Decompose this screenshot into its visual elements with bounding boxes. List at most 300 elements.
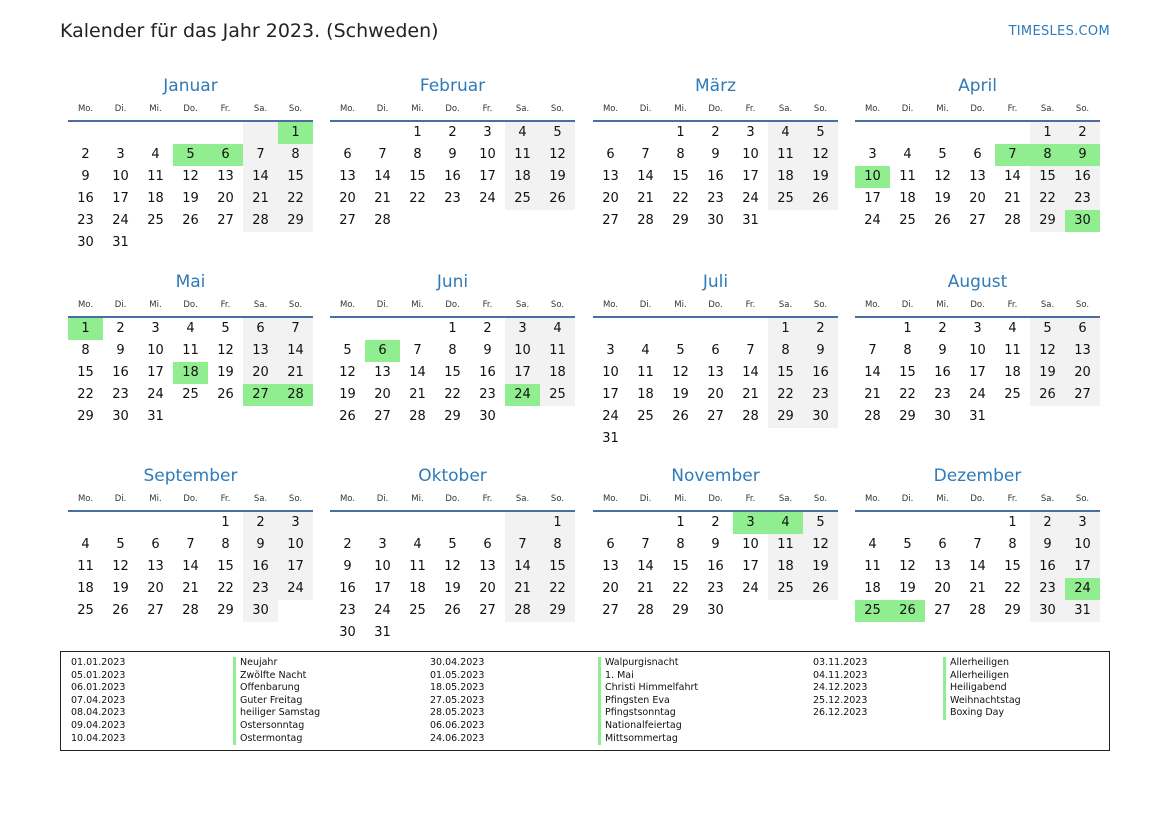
day-cell: 3 (746, 125, 755, 140)
day-cell: 19 (803, 166, 838, 188)
empty-cell (138, 122, 173, 144)
day-cell: 11 (182, 343, 199, 358)
day-cell: 23 (707, 191, 724, 206)
day-cell: 24 (742, 581, 759, 596)
day-cell: 1 (1030, 122, 1065, 144)
day-cell: 9 (938, 343, 947, 358)
day-cell: 19 (672, 387, 689, 402)
empty-cell (995, 122, 1030, 144)
holiday-day-cell: 24 (505, 384, 540, 406)
day-cell: 15 (217, 559, 234, 574)
weekday-label: Mo. (864, 494, 881, 504)
day-cell: 8 (221, 537, 230, 552)
day-cell: 3 (868, 147, 877, 162)
day-cell: 29 (77, 409, 94, 424)
empty-cell (173, 512, 208, 534)
day-cell: 18 (540, 362, 575, 384)
weekday-label: So. (1075, 494, 1090, 504)
weekday-label: Mi. (674, 300, 687, 310)
legend-holiday-name: Nationalfeiertag (598, 720, 698, 733)
month-name: Dezember (933, 466, 1022, 486)
weekday-header (593, 100, 838, 118)
day-cell: 25 (637, 409, 654, 424)
legend-holiday-name: Pfingsten Eva (598, 695, 698, 708)
legend-date: 06.01.2023 (71, 682, 126, 694)
day-cell: 9 (116, 343, 125, 358)
day-cell: 26 (803, 188, 838, 210)
day-cell: 7 (973, 537, 982, 552)
legend-date: 06.06.2023 (430, 719, 485, 731)
day-cell: 25 (1004, 387, 1021, 402)
empty-cell (593, 318, 628, 340)
day-cell: 26 (540, 188, 575, 210)
day-cell: 22 (1004, 581, 1021, 596)
weekday-label: Sa. (1040, 494, 1055, 504)
weekday-label: Fr. (1007, 104, 1018, 114)
legend-holiday-name: Allerheiligen (943, 670, 1021, 683)
day-cell: 31 (742, 213, 759, 228)
day-cell: 15 (540, 556, 575, 578)
day-cell: 28 (742, 409, 759, 424)
day-cell: 15 (409, 169, 426, 184)
day-cell: 2 (711, 125, 720, 140)
day-cell: 22 (899, 387, 916, 402)
day-cell: 11 (77, 559, 94, 574)
day-grid (330, 512, 575, 644)
weekday-label: Do. (708, 494, 723, 504)
day-cell: 2 (243, 512, 278, 534)
day-cell: 10 (147, 343, 164, 358)
day-cell: 5 (803, 512, 838, 534)
day-cell: 15 (768, 362, 803, 384)
weekday-label: Sa. (515, 494, 530, 504)
day-cell: 3 (378, 537, 387, 552)
month-name: Mai (175, 272, 206, 292)
month-name: Januar (163, 76, 218, 96)
weekday-header (330, 100, 575, 118)
empty-cell (698, 318, 733, 340)
weekday-label: Mi. (411, 494, 424, 504)
weekday-label: So. (550, 494, 565, 504)
day-cell: 7 (641, 537, 650, 552)
weekday-label: Mi. (936, 300, 949, 310)
day-cell: 14 (969, 559, 986, 574)
day-cell: 16 (803, 362, 838, 384)
day-cell: 6 (1065, 318, 1100, 340)
day-cell: 29 (444, 409, 461, 424)
weekday-label: Fr. (1007, 494, 1018, 504)
legend-date: 01.01.2023 (71, 657, 126, 668)
day-cell: 19 (934, 191, 951, 206)
weekday-label: So. (1075, 104, 1090, 114)
day-grid (68, 318, 313, 428)
day-cell: 26 (1030, 384, 1065, 406)
weekday-label: Do. (445, 104, 460, 114)
day-cell: 15 (672, 559, 689, 574)
day-cell: 15 (1030, 166, 1065, 188)
day-cell: 13 (479, 559, 496, 574)
day-cell: 17 (742, 559, 759, 574)
day-cell: 27 (934, 603, 951, 618)
day-cell: 17 (278, 556, 313, 578)
day-cell: 19 (1030, 362, 1065, 384)
month-name: April (958, 76, 997, 96)
day-cell: 12 (112, 559, 129, 574)
weekday-label: Di. (901, 104, 914, 114)
day-cell: 22 (278, 188, 313, 210)
day-cell: 19 (444, 581, 461, 596)
month-0 (68, 72, 313, 254)
weekday-label: Mo. (602, 494, 619, 504)
day-cell: 30 (1030, 600, 1065, 622)
day-cell: 21 (637, 581, 654, 596)
empty-cell (243, 122, 278, 144)
month-name: September (143, 466, 238, 486)
weekday-label: Fr. (745, 494, 756, 504)
empty-cell (470, 512, 505, 534)
month-4 (68, 268, 313, 428)
day-cell: 10 (1065, 534, 1100, 556)
day-cell: 12 (934, 169, 951, 184)
legend-holiday-name: Allerheiligen (943, 657, 1021, 670)
day-cell: 12 (803, 534, 838, 556)
legend-date: 18.05.2023 (430, 682, 485, 694)
weekday-label: Di. (639, 104, 652, 114)
day-cell: 29 (768, 406, 803, 428)
empty-cell (593, 122, 628, 144)
day-cell: 10 (479, 147, 496, 162)
legend-date: 28.05.2023 (430, 707, 485, 719)
weekday-label: Mo. (864, 104, 881, 114)
empty-cell (365, 512, 400, 534)
day-cell: 29 (899, 409, 916, 424)
day-cell: 27 (479, 603, 496, 618)
day-cell: 31 (374, 625, 391, 640)
weekday-label: Mo. (864, 300, 881, 310)
holiday-day-cell: 3 (733, 512, 768, 534)
weekday-label: So. (288, 104, 303, 114)
day-cell: 21 (742, 387, 759, 402)
day-cell: 29 (278, 210, 313, 232)
legend-date: 08.04.2023 (71, 707, 126, 719)
weekday-label: So. (550, 104, 565, 114)
day-cell: 7 (278, 318, 313, 340)
day-cell: 9 (803, 340, 838, 362)
day-cell: 17 (147, 365, 164, 380)
holiday-day-cell: 28 (278, 384, 313, 406)
day-cell: 15 (77, 365, 94, 380)
day-cell: 6 (606, 147, 615, 162)
day-cell: 24 (374, 603, 391, 618)
weekday-label: Mi. (149, 494, 162, 504)
weekday-label: Do. (708, 300, 723, 310)
legend-holiday-name: Ostersonntag (233, 720, 320, 733)
day-cell: 19 (339, 387, 356, 402)
day-cell: 9 (711, 537, 720, 552)
month-name: März (695, 76, 736, 96)
day-cell: 28 (637, 603, 654, 618)
day-cell: 30 (479, 409, 496, 424)
day-cell: 9 (448, 147, 457, 162)
day-grid (330, 122, 575, 232)
day-cell: 25 (540, 384, 575, 406)
legend-holiday-name: Weihnachtstag (943, 695, 1021, 708)
day-cell: 23 (243, 578, 278, 600)
day-cell: 24 (742, 191, 759, 206)
empty-cell (628, 318, 663, 340)
empty-cell (330, 122, 365, 144)
day-grid (855, 512, 1100, 622)
day-cell: 29 (672, 213, 689, 228)
empty-cell (365, 318, 400, 340)
day-cell: 18 (864, 581, 881, 596)
weekday-label: Sa. (253, 494, 268, 504)
month-7 (855, 268, 1100, 428)
day-grid (68, 122, 313, 254)
day-grid (68, 512, 313, 622)
day-cell: 10 (742, 147, 759, 162)
weekday-label: Fr. (482, 104, 493, 114)
day-cell: 21 (637, 191, 654, 206)
day-cell: 17 (479, 169, 496, 184)
day-cell: 20 (602, 191, 619, 206)
day-cell: 21 (374, 191, 391, 206)
day-cell: 31 (602, 431, 619, 446)
day-cell: 2 (1065, 122, 1100, 144)
empty-cell (960, 122, 995, 144)
weekday-label: Di. (376, 300, 389, 310)
day-cell: 5 (221, 321, 230, 336)
holiday-day-cell: 6 (365, 340, 400, 362)
weekday-label: Mo. (339, 300, 356, 310)
weekday-label: Sa. (778, 104, 793, 114)
holiday-day-cell: 8 (1030, 144, 1065, 166)
day-cell: 25 (899, 213, 916, 228)
day-cell: 2 (116, 321, 125, 336)
day-cell: 8 (676, 537, 685, 552)
day-cell: 16 (707, 559, 724, 574)
day-cell: 9 (1030, 534, 1065, 556)
weekday-label: Do. (445, 494, 460, 504)
day-cell: 25 (768, 578, 803, 600)
day-cell: 16 (479, 365, 496, 380)
day-cell: 1 (768, 318, 803, 340)
day-cell: 11 (864, 559, 881, 574)
month-1 (330, 72, 575, 232)
day-cell: 2 (711, 515, 720, 530)
day-cell: 20 (217, 191, 234, 206)
day-cell: 14 (243, 166, 278, 188)
legend-holiday-name: Mittsommertag (598, 733, 698, 746)
empty-cell (365, 122, 400, 144)
day-cell: 21 (1004, 191, 1021, 206)
day-cell: 21 (864, 387, 881, 402)
month-6 (593, 268, 838, 450)
day-cell: 27 (374, 409, 391, 424)
day-cell: 5 (540, 122, 575, 144)
day-cell: 24 (278, 578, 313, 600)
day-cell: 28 (182, 603, 199, 618)
weekday-label: Di. (114, 104, 127, 114)
day-cell: 26 (112, 603, 129, 618)
weekday-label: Do. (708, 104, 723, 114)
empty-cell (593, 512, 628, 534)
day-cell: 6 (243, 318, 278, 340)
day-cell: 10 (602, 365, 619, 380)
day-cell: 17 (602, 387, 619, 402)
day-cell: 13 (707, 365, 724, 380)
weekday-label: Fr. (220, 300, 231, 310)
day-cell: 4 (1008, 321, 1017, 336)
day-cell: 13 (602, 559, 619, 574)
weekday-header (68, 490, 313, 508)
legend-date: 05.01.2023 (71, 669, 126, 681)
day-cell: 11 (637, 365, 654, 380)
empty-cell (68, 122, 103, 144)
day-cell: 15 (1004, 559, 1021, 574)
day-cell: 26 (672, 409, 689, 424)
weekday-label: Di. (639, 494, 652, 504)
day-cell: 19 (803, 556, 838, 578)
day-cell: 2 (448, 125, 457, 140)
empty-cell (855, 318, 890, 340)
day-cell: 12 (217, 343, 234, 358)
weekday-label: Fr. (482, 494, 493, 504)
day-cell: 20 (374, 387, 391, 402)
day-cell: 20 (147, 581, 164, 596)
day-cell: 30 (934, 409, 951, 424)
day-cell: 31 (147, 409, 164, 424)
day-cell: 1 (676, 125, 685, 140)
day-cell: 17 (969, 365, 986, 380)
day-cell: 21 (969, 581, 986, 596)
day-cell: 6 (606, 537, 615, 552)
month-2 (593, 72, 838, 232)
day-cell: 26 (339, 409, 356, 424)
day-cell: 12 (672, 365, 689, 380)
legend-date: 09.04.2023 (71, 719, 126, 731)
day-cell: 16 (243, 556, 278, 578)
day-cell: 25 (77, 603, 94, 618)
day-cell: 28 (864, 409, 881, 424)
month-8 (68, 462, 313, 622)
day-cell: 24 (969, 387, 986, 402)
brand-link[interactable]: TIMESLES.COM (1008, 24, 1110, 39)
day-cell: 7 (505, 534, 540, 556)
day-cell: 12 (803, 144, 838, 166)
day-cell: 14 (182, 559, 199, 574)
day-cell: 9 (81, 169, 90, 184)
day-cell: 5 (448, 537, 457, 552)
day-cell: 6 (938, 537, 947, 552)
day-cell: 25 (505, 188, 540, 210)
weekday-label: Sa. (778, 494, 793, 504)
day-cell: 3 (1065, 512, 1100, 534)
empty-cell (330, 512, 365, 534)
weekday-label: Do. (970, 104, 985, 114)
day-cell: 30 (339, 625, 356, 640)
day-cell: 21 (278, 362, 313, 384)
weekday-label: Di. (901, 494, 914, 504)
day-cell: 30 (112, 409, 129, 424)
day-cell: 23 (707, 581, 724, 596)
day-cell: 21 (243, 188, 278, 210)
day-cell: 19 (217, 365, 234, 380)
day-cell: 1 (221, 515, 230, 530)
legend-dates-col-1 (71, 657, 125, 745)
day-cell: 11 (540, 340, 575, 362)
weekday-label: So. (1075, 300, 1090, 310)
empty-cell (890, 122, 925, 144)
weekday-label: Sa. (1040, 300, 1055, 310)
legend-date: 07.04.2023 (71, 694, 126, 706)
weekday-label: Do. (970, 300, 985, 310)
day-cell: 30 (707, 603, 724, 618)
empty-cell (855, 122, 890, 144)
day-cell: 6 (151, 537, 160, 552)
day-cell: 20 (707, 387, 724, 402)
weekday-label: Do. (445, 300, 460, 310)
day-cell: 25 (768, 188, 803, 210)
day-cell: 20 (969, 191, 986, 206)
weekday-label: So. (550, 300, 565, 310)
holiday-day-cell: 1 (68, 318, 103, 340)
empty-cell (628, 122, 663, 144)
day-cell: 8 (903, 343, 912, 358)
day-cell: 16 (1065, 166, 1100, 188)
day-cell: 2 (343, 537, 352, 552)
day-cell: 1 (413, 125, 422, 140)
day-cell: 16 (444, 169, 461, 184)
day-cell: 26 (934, 213, 951, 228)
day-grid (855, 122, 1100, 232)
legend-holiday-name: 1. Mai (598, 670, 698, 683)
day-grid (593, 512, 838, 622)
weekday-label: Sa. (515, 104, 530, 114)
day-cell: 15 (444, 365, 461, 380)
holiday-day-cell: 6 (208, 144, 243, 166)
weekday-label: Fr. (745, 104, 756, 114)
day-cell: 22 (77, 387, 94, 402)
day-cell: 3 (116, 147, 125, 162)
day-cell: 20 (934, 581, 951, 596)
day-cell: 21 (505, 578, 540, 600)
day-cell: 19 (182, 191, 199, 206)
day-cell: 5 (1030, 318, 1065, 340)
day-cell: 24 (479, 191, 496, 206)
legend-date: 25.12.2023 (813, 694, 868, 706)
day-cell: 14 (278, 340, 313, 362)
day-cell: 2 (803, 318, 838, 340)
weekday-label: Do. (970, 494, 985, 504)
day-cell: 22 (672, 191, 689, 206)
day-cell: 19 (540, 166, 575, 188)
empty-cell (890, 512, 925, 534)
day-cell: 13 (969, 169, 986, 184)
empty-cell (733, 318, 768, 340)
day-cell: 29 (1030, 210, 1065, 232)
day-cell: 23 (112, 387, 129, 402)
day-cell: 25 (409, 603, 426, 618)
legend-date: 30.04.2023 (430, 657, 485, 668)
day-cell: 26 (217, 387, 234, 402)
day-cell: 7 (243, 144, 278, 166)
day-cell: 13 (374, 365, 391, 380)
month-9 (330, 462, 575, 644)
weekday-label: So. (813, 300, 828, 310)
empty-cell (400, 512, 435, 534)
day-cell: 4 (505, 122, 540, 144)
